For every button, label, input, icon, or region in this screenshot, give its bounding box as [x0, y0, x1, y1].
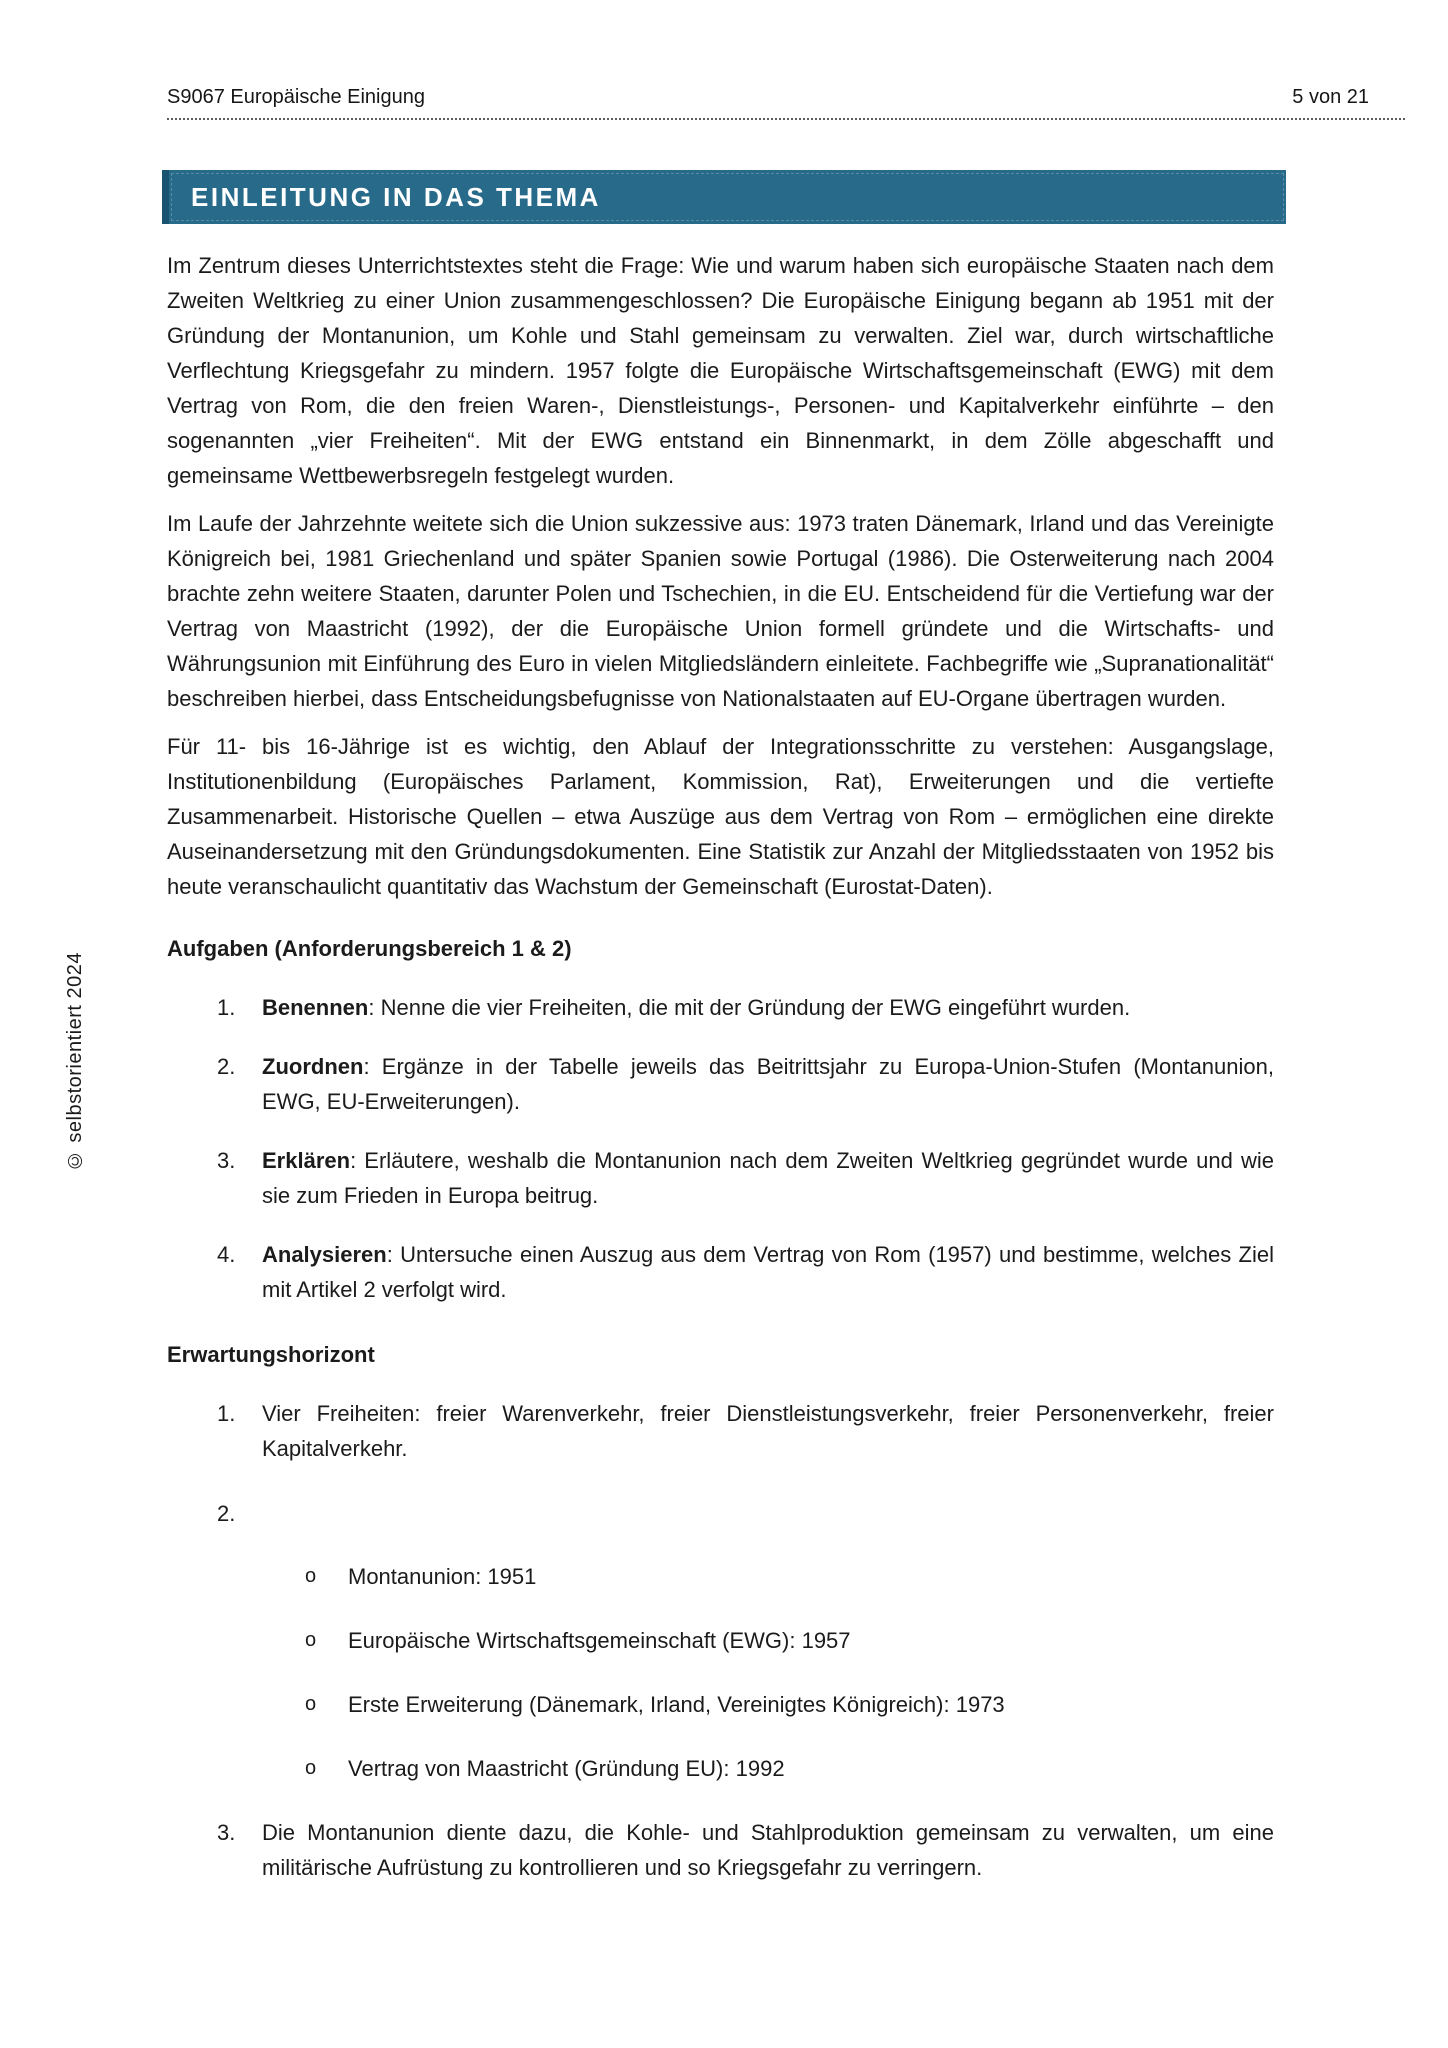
- page-number-label: 5 von 21: [1292, 86, 1369, 108]
- task-item: [167, 1049, 1274, 1119]
- expectations-heading: Erwartungshorizont: [167, 1342, 375, 1367]
- bullet-marker: o: [305, 1757, 317, 1779]
- bullet-item: [167, 1687, 1274, 1722]
- task-verb: Erklären: [262, 1148, 351, 1173]
- expectation-number: 2.: [217, 1501, 236, 1526]
- task-item: [167, 990, 1274, 1025]
- expectation-number: 3.: [217, 1820, 236, 1845]
- section-banner-title: EINLEITUNG IN DAS THEMA: [191, 182, 601, 212]
- bullet-text: Montanunion: 1951: [348, 1564, 537, 1589]
- intro-paragraph: Im Laufe der Jahrzehnte weitete sich die Union sukzessive aus: 1973 traten Dänemark, Irland und das Vereinigte Königreich bei, 1981 Griechenland und später Spanien sowie Portugal (1986). Die Osterweiterung nach 2004 brachte zehn weitere Staaten, darunter Polen und Tschechien, in die EU. Entscheidend für die Vertiefung war der Vertrag von Maastricht (1992), der die Europäische Union formell gründete und die Wirtschafts- und Währungsunion mit Einführung des Euro in vielen Mitgliedsländern einleitete. Fachbegriffe wie „Supranationalität“ beschreiben hierbei, dass Entscheidungsbefugnisse von Nationalstaaten auf EU-Organe übertragen wurden.: [167, 511, 1274, 711]
- task-number: 3.: [217, 1148, 236, 1173]
- page-header: [167, 86, 1405, 120]
- task-number: 1.: [217, 995, 236, 1020]
- expectation-text: Die Montanunion diente dazu, die Kohle- und Stahlproduktion gemeinsam zu verwalten, um eine militärische Aufrüstung zu kontrollieren und so Kriegsgefahr zu verringern.: [262, 1820, 1274, 1880]
- doc-code-label: S9067 Europäische Einigung: [167, 86, 425, 108]
- bullet-text: Erste Erweiterung (Dänemark, Irland, Vereinigtes Königreich): 1973: [348, 1692, 1005, 1717]
- tasks-heading: Aufgaben (Anforderungsbereich 1 & 2): [167, 936, 572, 961]
- main-content: [167, 248, 1274, 1885]
- task-number: 2.: [217, 1054, 236, 1079]
- expectation-item: [167, 1815, 1274, 1885]
- bullet-item: [167, 1751, 1274, 1786]
- intro-paragraph: Im Zentrum dieses Unterrichtstextes steht die Frage: Wie und warum haben sich europäische Staaten nach dem Zweiten Weltkrieg zu einer Union zusammengeschlossen? Die Europäische Einigung begann ab 1951 mit der Gründung der Montanunion, um Kohle und Stahl gemeinsam zu verwalten. Ziel war, durch wirtschaftliche Verflechtung Kriegsgefahr zu mindern. 1957 folgte die Europäische Wirtschaftsgemeinschaft (EWG) mit dem Vertrag von Rom, die den freien Waren-, Dienstleistungs-, Personen- und Kapitalverkehr einführte – den sogenannten „vier Freiheiten“. Mit der EWG entstand ein Binnenmarkt, in dem Zölle abgeschafft und gemeinsame Wettbewerbsregeln festgelegt wurden.: [167, 253, 1274, 488]
- task-verb: Zuordnen: [262, 1054, 364, 1079]
- task-verb: Analysieren: [262, 1242, 387, 1267]
- task-rest: : Erläutere, weshalb die Montanunion nach dem Zweiten Weltkrieg gegründet wurde und wie sie zum Frieden in Europa beitrug.: [262, 1148, 1274, 1208]
- task-text: [262, 1049, 1274, 1119]
- task-text: [262, 1143, 1274, 1213]
- expectation-item: [167, 1396, 1274, 1466]
- bullet-marker: o: [305, 1629, 317, 1651]
- task-rest: : Untersuche einen Auszug aus dem Vertrag von Rom (1957) und bestimme, welches Ziel mit Artikel 2 verfolgt wird.: [262, 1242, 1274, 1302]
- bullet-marker: o: [305, 1693, 317, 1715]
- bullet-marker: o: [305, 1565, 317, 1587]
- task-verb: Benennen: [262, 995, 369, 1020]
- intro-paragraph: Für 11- bis 16-Jährige ist es wichtig, den Ablauf der Integrationsschritte zu verstehen: Ausgangslage, Institutionenbildung (Europäisches Parlament, Kommission, Rat), Erweiterungen und die vertiefte Zusammenarbeit. Historische Quellen – etwa Auszüge aus dem Vertrag von Rom – ermöglichen eine direkte Auseinandersetzung mit den Gründungsdokumenten. Eine Statistik zur Anzahl der Mitgliedsstaaten von 1952 bis heute veranschaulicht quantitativ das Wachstum der Gemeinschaft (Eurostat-Daten).: [167, 734, 1274, 899]
- task-text: [262, 1237, 1274, 1307]
- copyright-vertical-label: © selbstorientiert 2024: [64, 952, 86, 1172]
- task-rest: : Ergänze in der Tabelle jeweils das Beitrittsjahr zu Europa-Union-Stufen (Montanunion, EWG, EU-Erweiterungen).: [262, 1054, 1274, 1114]
- expectation-bullet-list: [167, 1559, 1274, 1786]
- bullet-item: [167, 1623, 1274, 1658]
- task-number: 4.: [217, 1242, 236, 1267]
- section-banner: [162, 170, 1286, 224]
- bullet-item: [167, 1559, 1274, 1594]
- bullet-text: Europäische Wirtschaftsgemeinschaft (EWG): 1957: [348, 1628, 851, 1653]
- expectation-text: Vier Freiheiten: freier Warenverkehr, freier Dienstleistungsverkehr, freier Personenverkehr, freier Kapitalverkehr.: [262, 1401, 1274, 1461]
- task-item: [167, 1143, 1274, 1213]
- expectation-item: [167, 1496, 1274, 1531]
- task-rest: : Nenne die vier Freiheiten, die mit der Gründung der EWG eingeführt wurden.: [368, 995, 1131, 1020]
- task-item: [167, 1237, 1274, 1307]
- task-text: [262, 990, 1274, 1025]
- expectation-number: 1.: [217, 1401, 236, 1426]
- bullet-text: Vertrag von Maastricht (Gründung EU): 1992: [348, 1756, 785, 1781]
